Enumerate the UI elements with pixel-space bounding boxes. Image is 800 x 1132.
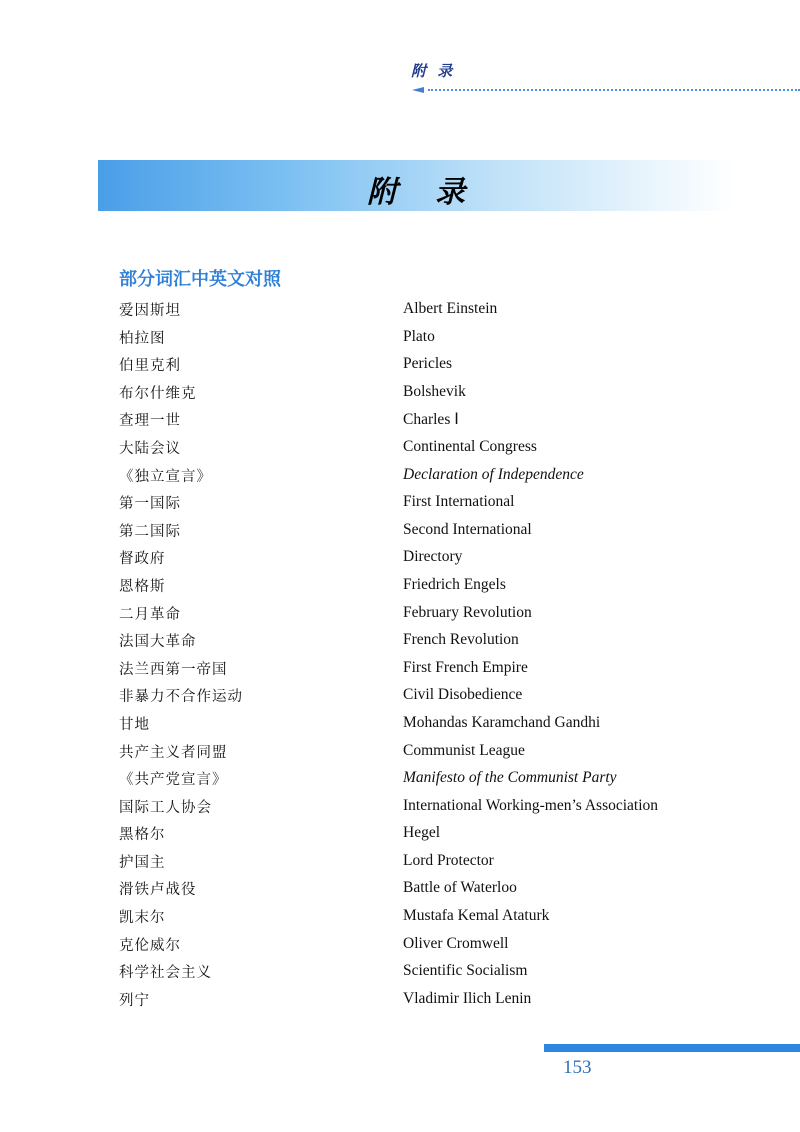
chinese-term: 《共产党宣言》 xyxy=(119,772,228,789)
chinese-term: 查理一世 xyxy=(119,413,181,430)
english-term: Mohandas Karamchand Gandhi xyxy=(403,713,601,731)
english-term: International Working-men’s Association xyxy=(403,796,659,814)
chinese-term: 布尔什维克 xyxy=(119,385,197,402)
english-term: Hegel xyxy=(403,824,441,842)
chinese-term: 恩格斯 xyxy=(119,578,166,595)
chinese-term: 滑铁卢战役 xyxy=(119,882,197,899)
english-term: Pericles xyxy=(403,355,453,373)
chinese-term: 督政府 xyxy=(119,551,166,568)
glossary-row xyxy=(119,517,739,545)
chinese-term: 列宁 xyxy=(119,992,150,1009)
english-term: Charles Ⅰ xyxy=(403,411,459,429)
glossary-row xyxy=(119,627,739,655)
english-term: Mustafa Kemal Ataturk xyxy=(403,907,550,925)
chinese-term: 第二国际 xyxy=(119,523,181,540)
glossary-row xyxy=(119,600,739,628)
glossary-row xyxy=(119,462,739,490)
section-heading: 部分词汇中英文对照 xyxy=(119,269,281,290)
chinese-term: 《独立宣言》 xyxy=(119,468,212,485)
english-term: Communist League xyxy=(403,741,525,759)
page-number: 153 xyxy=(563,1057,592,1078)
header-rule xyxy=(412,87,800,93)
chinese-term: 法国大革命 xyxy=(119,634,197,651)
chinese-term: 黑格尔 xyxy=(119,827,166,844)
english-term: Battle of Waterloo xyxy=(403,879,517,897)
english-term: February Revolution xyxy=(403,603,532,621)
english-term: French Revolution xyxy=(403,631,519,649)
english-term: Directory xyxy=(403,548,463,566)
title-banner xyxy=(98,160,734,211)
page-title: 附录 xyxy=(367,175,503,210)
footer-bar xyxy=(544,1044,800,1052)
glossary-row xyxy=(119,875,739,903)
chinese-term: 非暴力不合作运动 xyxy=(119,689,243,706)
chinese-term: 法兰西第一帝国 xyxy=(119,661,228,678)
chinese-term: 甘地 xyxy=(119,716,150,733)
chinese-term: 克伦威尔 xyxy=(119,937,181,954)
arrow-left-icon xyxy=(412,87,424,93)
english-term: First French Empire xyxy=(403,658,528,676)
english-term: Civil Disobedience xyxy=(403,686,523,704)
glossary-row xyxy=(119,351,739,379)
chinese-term: 大陆会议 xyxy=(119,440,181,457)
english-term: Scientific Socialism xyxy=(403,962,528,980)
english-term: Second International xyxy=(403,520,532,538)
english-term: Lord Protector xyxy=(403,851,494,869)
chinese-term: 护国主 xyxy=(119,854,166,871)
chinese-term: 伯里克利 xyxy=(119,358,181,375)
chinese-term: 爱因斯坦 xyxy=(119,303,181,319)
chinese-term: 二月革命 xyxy=(119,606,181,623)
glossary-row xyxy=(119,682,739,710)
glossary-row xyxy=(119,710,739,738)
glossary-row xyxy=(119,406,739,434)
glossary-row xyxy=(119,738,739,766)
glossary-list xyxy=(119,296,739,1013)
running-header: 附 录 xyxy=(411,62,456,80)
chinese-term: 凯末尔 xyxy=(119,910,166,927)
english-term: Albert Einstein xyxy=(403,300,498,317)
glossary-row xyxy=(119,958,739,986)
chinese-term: 柏拉图 xyxy=(119,330,166,347)
glossary-row xyxy=(119,296,739,324)
glossary-row xyxy=(119,848,739,876)
chinese-term: 第一国际 xyxy=(119,496,181,513)
glossary-row xyxy=(119,765,739,793)
chinese-term: 国际工人协会 xyxy=(119,799,212,816)
glossary-row xyxy=(119,434,739,462)
english-term: Vladimir Ilich Lenin xyxy=(403,989,532,1007)
english-term: Oliver Cromwell xyxy=(403,934,509,952)
glossary-row xyxy=(119,489,739,517)
english-term: Friedrich Engels xyxy=(403,575,506,593)
glossary-row xyxy=(119,931,739,959)
glossary-row xyxy=(119,793,739,821)
english-term: First International xyxy=(403,493,515,511)
chinese-term: 共产主义者同盟 xyxy=(119,744,228,761)
english-term: Declaration of Independence xyxy=(403,465,584,483)
english-term: Bolshevik xyxy=(403,382,466,400)
glossary-row xyxy=(119,986,739,1014)
english-term: Continental Congress xyxy=(403,437,537,455)
glossary-row xyxy=(119,572,739,600)
glossary-row xyxy=(119,544,739,572)
glossary-row xyxy=(119,379,739,407)
glossary-row xyxy=(119,820,739,848)
dotted-divider xyxy=(428,89,800,91)
chinese-term: 科学社会主义 xyxy=(119,965,212,982)
english-term: Plato xyxy=(403,327,435,345)
english-term: Manifesto of the Communist Party xyxy=(403,769,617,787)
glossary-row xyxy=(119,324,739,352)
glossary-row xyxy=(119,655,739,683)
glossary-row xyxy=(119,903,739,931)
